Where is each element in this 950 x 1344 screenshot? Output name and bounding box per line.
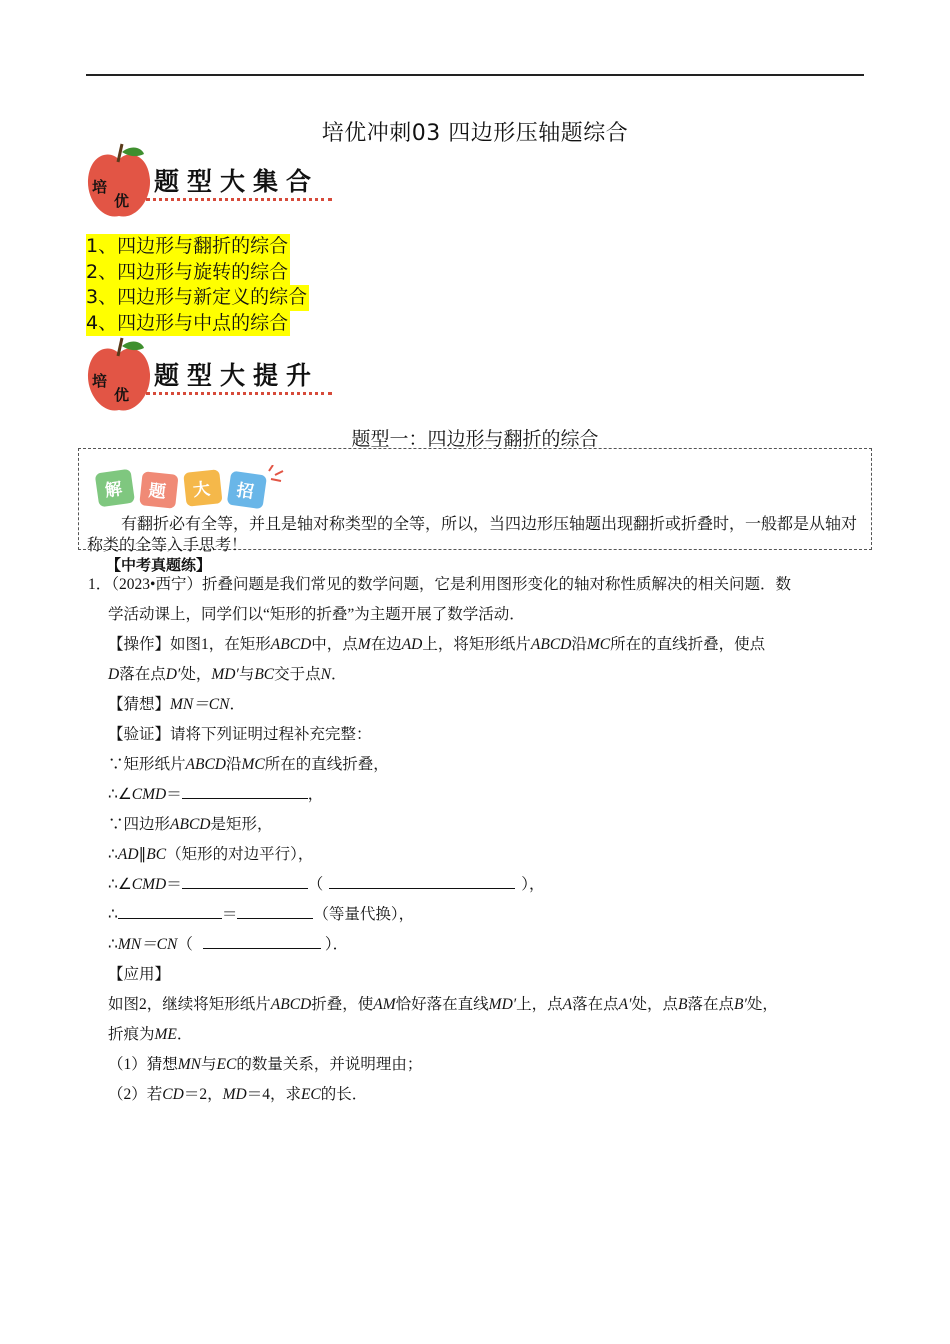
apple-icon [84,336,154,416]
apple-char-1: 培 [92,178,108,196]
tip-tag: 大 [192,479,212,501]
operation-line: 【操作】如图1，在矩形ABCD中，点M在边AD上，将矩形纸片ABCD沿MC所在的直线折叠，使点 [108,636,766,653]
badge-title: 题型大集合 [154,167,320,196]
answer-blank[interactable] [182,874,308,889]
proof-step: ∴AD∥BC（矩形的对边平行）， [108,846,314,863]
answer-blank[interactable] [182,784,308,799]
reason-blank[interactable] [203,934,321,949]
subsection-label: 【中考真题练】 [106,556,212,574]
proof-step: ∴∠CMD＝ （ ）， [108,876,545,893]
proof-step: ∵四边形ABCD是矩形， [108,816,273,833]
topic-item: 4、四边形与中点的综合 [86,311,290,337]
guess-line: 【猜想】MN＝CN． [108,696,245,713]
apply-line: 如图2，继续将矩形纸片ABCD折叠，使AM恰好落在直线MD′上，点A落在点A′处，点B落在点B′处， [108,996,778,1013]
tip-tag: 招 [235,480,255,503]
document-title: 培优冲刺03 四边形压轴题综合 [321,121,629,146]
answer-blank[interactable] [118,904,222,919]
question-2: （2）若CD＝2，MD＝4，求EC的长． [108,1086,368,1103]
problem-intro-line: 学活动课上，同学们以“矩形的折叠”为主题开展了数学活动． [108,606,525,623]
topic-item: 2、四边形与旋转的综合 [86,260,290,286]
tip-box [78,448,872,554]
proof-step: ∴MN＝CN（ ）． [108,936,349,953]
problem-intro-line: 1．（2023•西宁）折叠问题是我们常见的数学问题，它是利用图形变化的轴对称性质解决的相关问题．数 [88,576,791,593]
operation-line: D落在点D′处，MD′与BC交于点N． [108,666,347,683]
badge-topic-collection [84,142,334,222]
tip-text: 有翻折必有全等，并且是轴对称类型的全等，所以，当四边形压轴题出现翻折或折叠时，一般都是从轴对称类的全等入手思考！ [87,514,858,554]
question-1: （1）猜想MN与EC的数量关系，并说明理由； [108,1056,423,1073]
tip-tag: 题 [147,480,167,503]
verify-line: 【验证】请将下列证明过程补充完整： [108,726,372,743]
apple-char-2: 优 [114,386,130,404]
proof-step: ∵矩形纸片ABCD沿MC所在的直线折叠， [108,756,389,773]
header-rule [86,74,864,76]
apply-label: 【应用】 [108,966,171,983]
section-heading: 题型一：四边形与翻折的综合 [351,428,599,450]
tip-tags-icon [93,465,293,511]
proof-step: ∴∠CMD＝ ， [108,786,324,803]
problem-number: 1． [88,576,112,593]
reason-blank[interactable] [329,874,515,889]
proof-step: ∴ ＝ （等量代换）， [108,906,415,923]
badge-title: 题型大提升 [154,361,320,390]
problem-source: （2023•西宁） [111,576,202,593]
topic-list [86,234,309,336]
dotted-underline [146,198,332,201]
apple-icon [84,142,154,222]
dotted-underline [146,392,332,395]
badge-topic-upgrade [84,336,334,416]
apple-char-2: 优 [114,192,130,210]
answer-blank[interactable] [237,904,313,919]
apply-line: 折痕为ME． [108,1026,193,1043]
topic-item: 1、四边形与翻折的综合 [86,234,290,260]
topic-item: 3、四边形与新定义的综合 [86,285,309,311]
apple-char-1: 培 [92,372,108,390]
tip-tag: 解 [103,479,124,502]
